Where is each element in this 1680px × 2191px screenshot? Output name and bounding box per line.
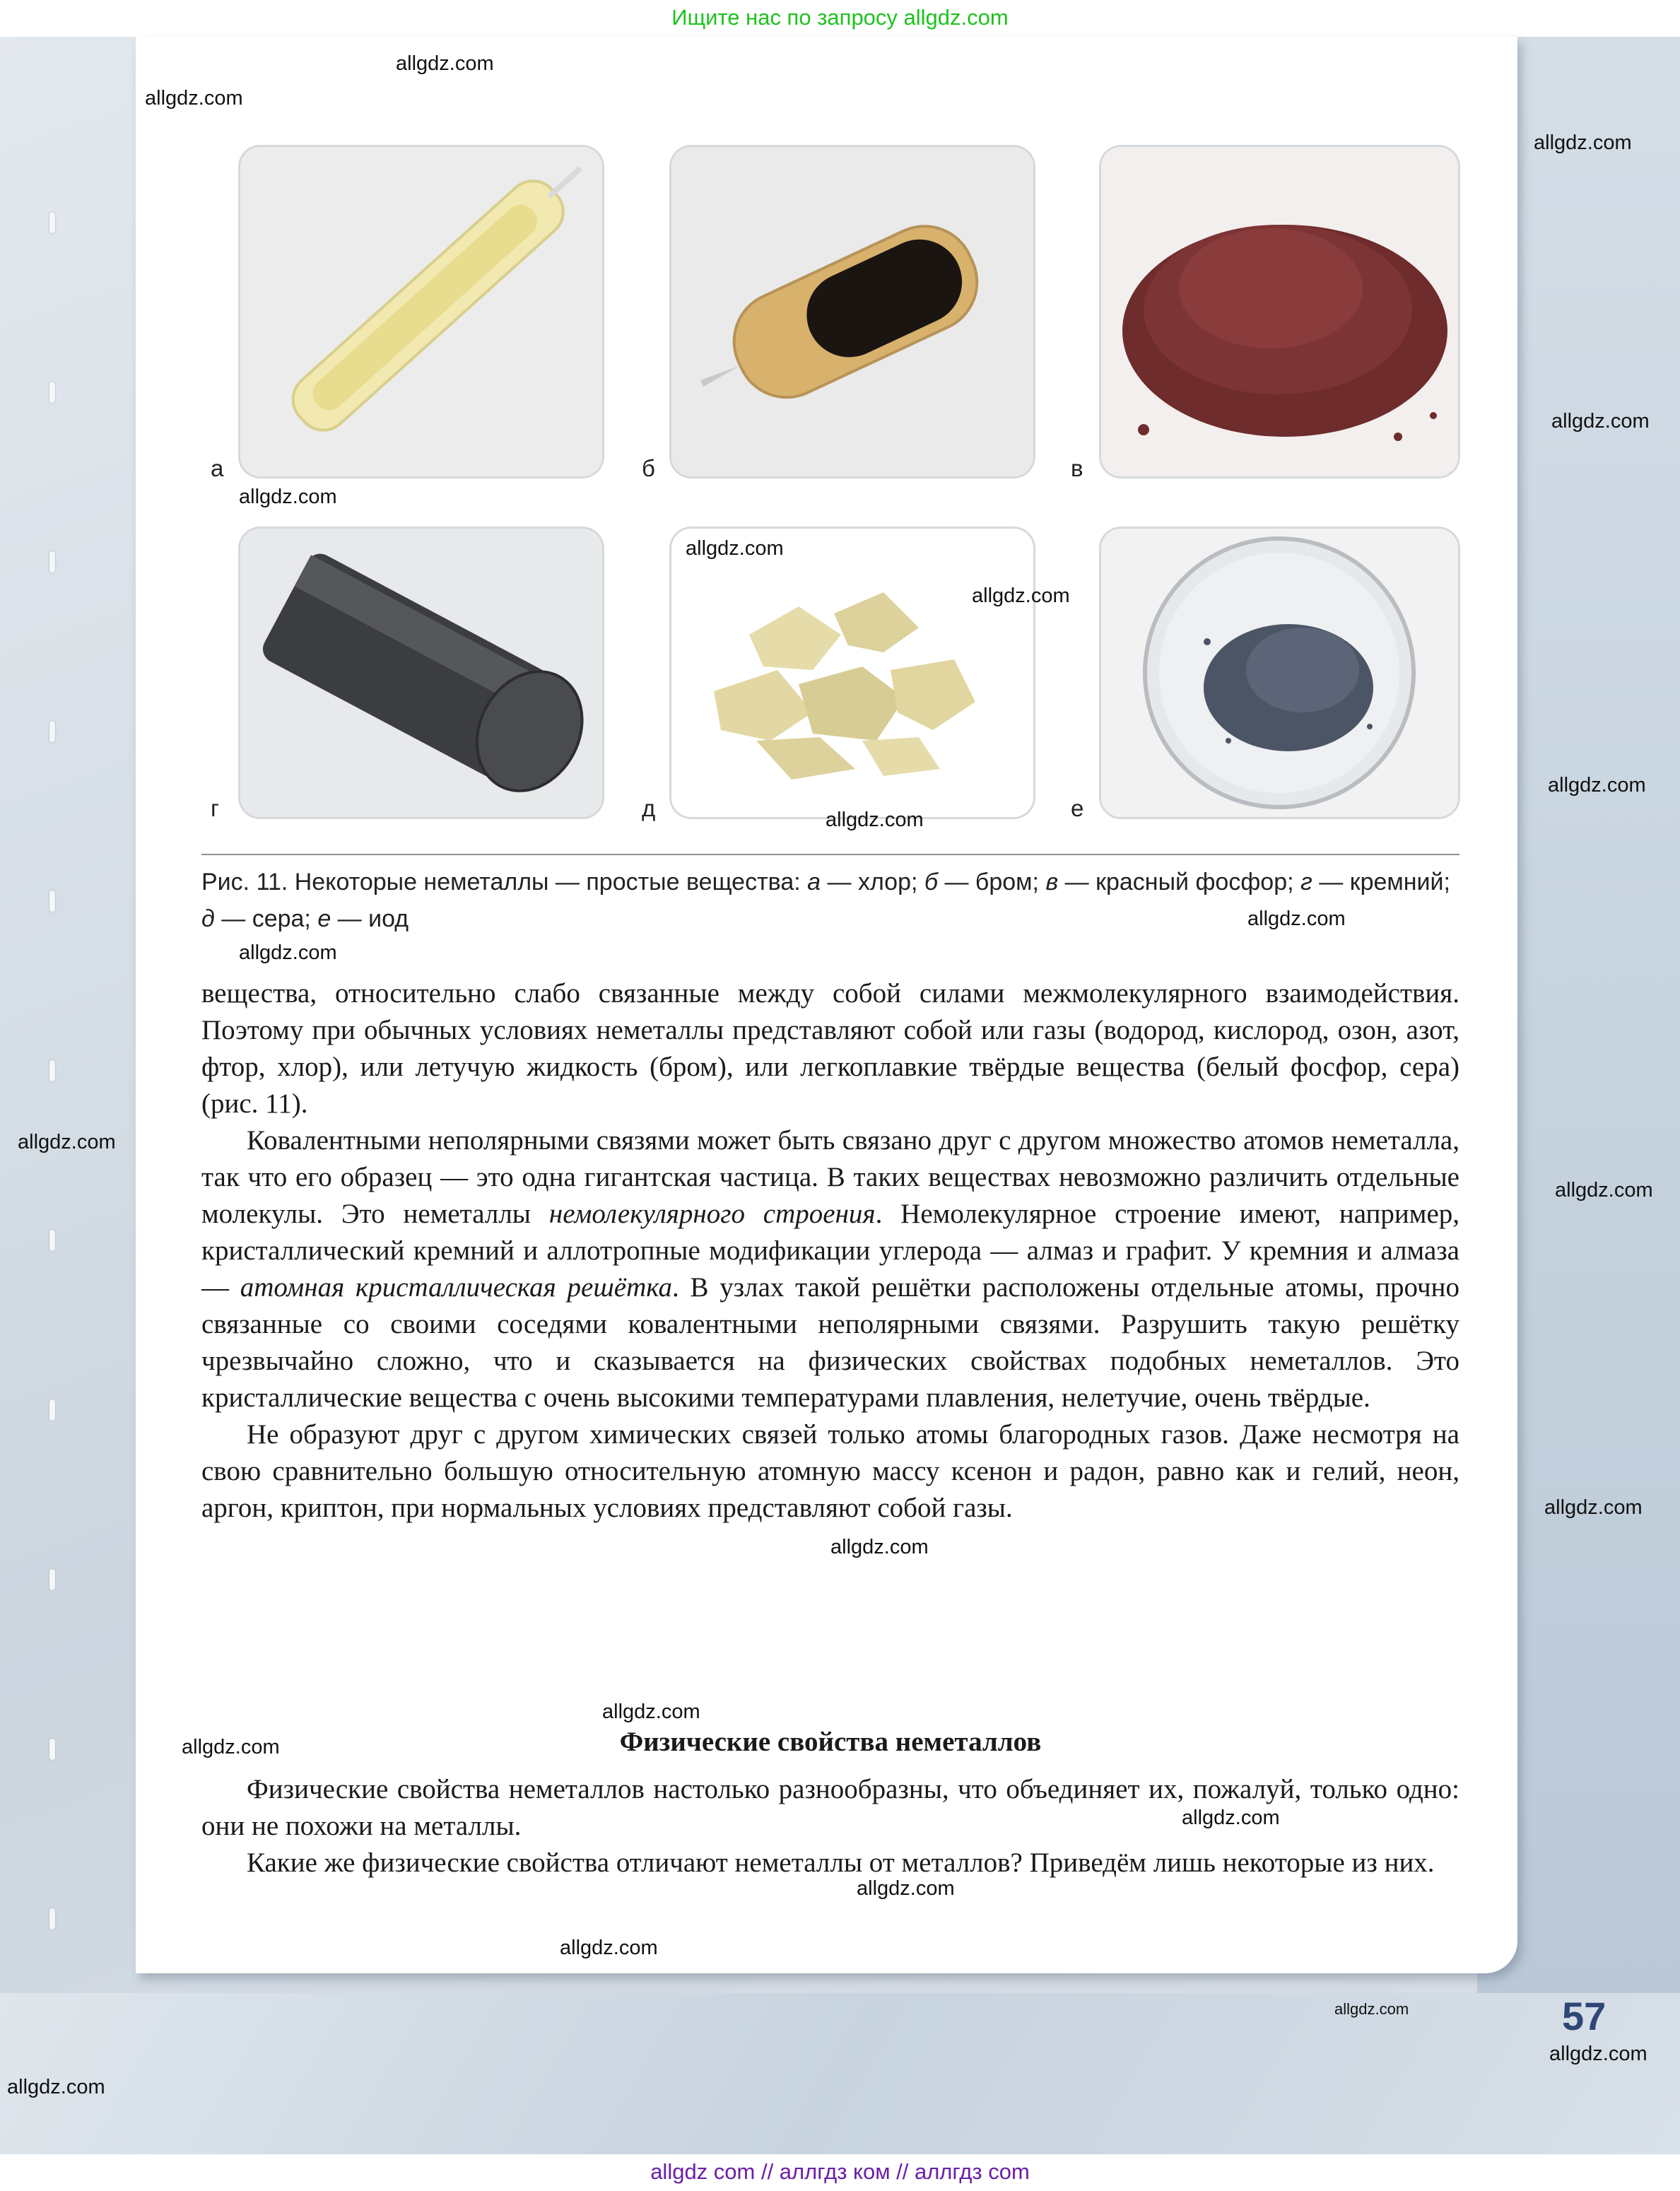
- caption-divider: [201, 854, 1459, 855]
- photo-bromine: [671, 147, 1033, 476]
- photo-label-g: г: [211, 795, 220, 821]
- watermark: allgdz.com: [145, 87, 243, 110]
- watermark: allgdz.com: [239, 941, 337, 964]
- stitch: [49, 1569, 55, 1590]
- watermark: allgdz.com: [182, 1736, 280, 1758]
- paragraph-5: Какие же физические свойства отличают неметаллы от металлов? Приведём лишь некоторые из них.: [247, 1848, 1435, 1878]
- watermark: allgdz.com: [1555, 1179, 1653, 1202]
- stitch: [49, 721, 55, 742]
- photo-label-v: в: [1071, 455, 1083, 481]
- watermark: allgdz.com: [7, 2076, 105, 2098]
- stitch: [49, 1060, 55, 1081]
- silicon-ingot-image: [240, 529, 602, 817]
- top-banner[interactable]: Ищите нас по запросу allgdz.com: [0, 0, 1680, 37]
- photo-silicon: [240, 529, 602, 817]
- bromine-ampoule-image: [671, 147, 1033, 476]
- sulfur-image: [671, 529, 1033, 817]
- iodine-dish-image: [1101, 529, 1458, 817]
- stitch: [49, 1230, 55, 1251]
- paragraph-4: Физические свойства неметаллов настолько разнообразны, что объединяет их, пожалуй, только одно: они не похожи на металлы.: [201, 1774, 1459, 1841]
- watermark: allgdz.com: [830, 1536, 929, 1558]
- photo-label-d: д: [642, 795, 656, 821]
- photo-chlorine: [240, 147, 602, 476]
- watermark: allgdz.com: [239, 486, 337, 508]
- watermark: allgdz.com: [1549, 2043, 1647, 2065]
- background-bottom: [0, 1993, 1680, 2154]
- watermark: allgdz.com: [1544, 1496, 1643, 1519]
- watermark: allgdz.com: [1247, 907, 1346, 930]
- photo-label-e: е: [1071, 795, 1084, 821]
- binding-stitches: [42, 212, 64, 2120]
- body-text-upper: [201, 975, 1459, 1527]
- watermark: allgdz.com: [972, 585, 1070, 607]
- page-number: 57: [1562, 1994, 1606, 2038]
- watermark: allgdz.com: [1548, 774, 1646, 797]
- watermark: allgdz.com: [1551, 410, 1650, 433]
- photo-label-b: б: [642, 455, 655, 481]
- figure-caption: Рис. 11. Некоторые неметаллы — простые вещества: а — хлор; б — бром; в — красный фосфор; г — кремний; д — сера; е — иод: [201, 869, 1450, 932]
- red-phosphorus-image: [1101, 147, 1458, 476]
- paragraph-3: Не образуют друг с другом химических связей только атомы благородных газов. Даже несмотря на свою сравнительно большую относительную атомную массу ксенон и радон, равно как и гелий, неон, аргон, криптон, при нормальных условиях представляют собой газы.: [201, 1419, 1459, 1523]
- chlorine-ampoule-image: [240, 147, 602, 476]
- watermark: allgdz.com: [18, 1131, 116, 1153]
- photo-label-a: а: [211, 455, 224, 481]
- watermark: allgdz.com: [1334, 2000, 1409, 2018]
- stitch: [49, 382, 55, 403]
- watermark: allgdz.com: [602, 1700, 700, 1723]
- stitch: [49, 1908, 55, 1929]
- paragraph-2: Ковалентными неполярными связями может быть связано друг с другом множество атомов неметалла, так что его образец — это одна гигантская частица. В таких веществах невозможно различить отдельные молекулы. Это неметаллы немолекулярного строения. Немолекулярное строение имеют, например, кристаллический кремний и аллотропные модификации углерода — алмаз и графит. У кремния и алмаза — атомная кристаллическая решётка. В узлах такой решётки расположены отдельные атомы, прочно связанные со своими соседями ковалентными неполярными связями. Разрушить такую решётку чрезвычайно сложно, что и сказывается на физических свойствах подобных неметаллов. Это кристаллические вещества с очень высокими температурами плавления, нелетучие, очень твёрдые.: [201, 1125, 1460, 1413]
- stitch: [49, 1399, 55, 1421]
- bottom-banner[interactable]: allgdz com // аллгдз ком // аллгдз com: [0, 2154, 1680, 2191]
- watermark: allgdz.com: [857, 1877, 955, 1900]
- stitch: [49, 212, 55, 233]
- paragraph-1: вещества, относительно слабо связанные между собой силами межмолекулярного взаимодействия. Поэтому при обычных условиях неметаллы представляют собой или газы (водород, кислород, озон, азот, фтор, хлор), или летучую жидкость (бром), или легкоплавкие твёрдые вещества (белый фосфор, сера) (рис. 11).: [201, 978, 1459, 1119]
- watermark: allgdz.com: [1534, 131, 1632, 154]
- watermark: allgdz.com: [1182, 1807, 1280, 1829]
- stitch: [49, 551, 55, 572]
- photo-iodine: [1101, 529, 1458, 817]
- watermark: allgdz.com: [396, 52, 494, 75]
- watermark: allgdz.com: [560, 1937, 658, 1959]
- stitch: [49, 891, 55, 912]
- watermark: allgdz.com: [826, 809, 924, 831]
- stitch: [49, 1739, 55, 1760]
- photo-sulfur: [671, 529, 1033, 817]
- photo-red-phosphorus: [1101, 147, 1458, 476]
- watermark: allgdz.com: [686, 537, 784, 560]
- section-heading: Физические свойства неметаллов: [619, 1727, 1042, 1757]
